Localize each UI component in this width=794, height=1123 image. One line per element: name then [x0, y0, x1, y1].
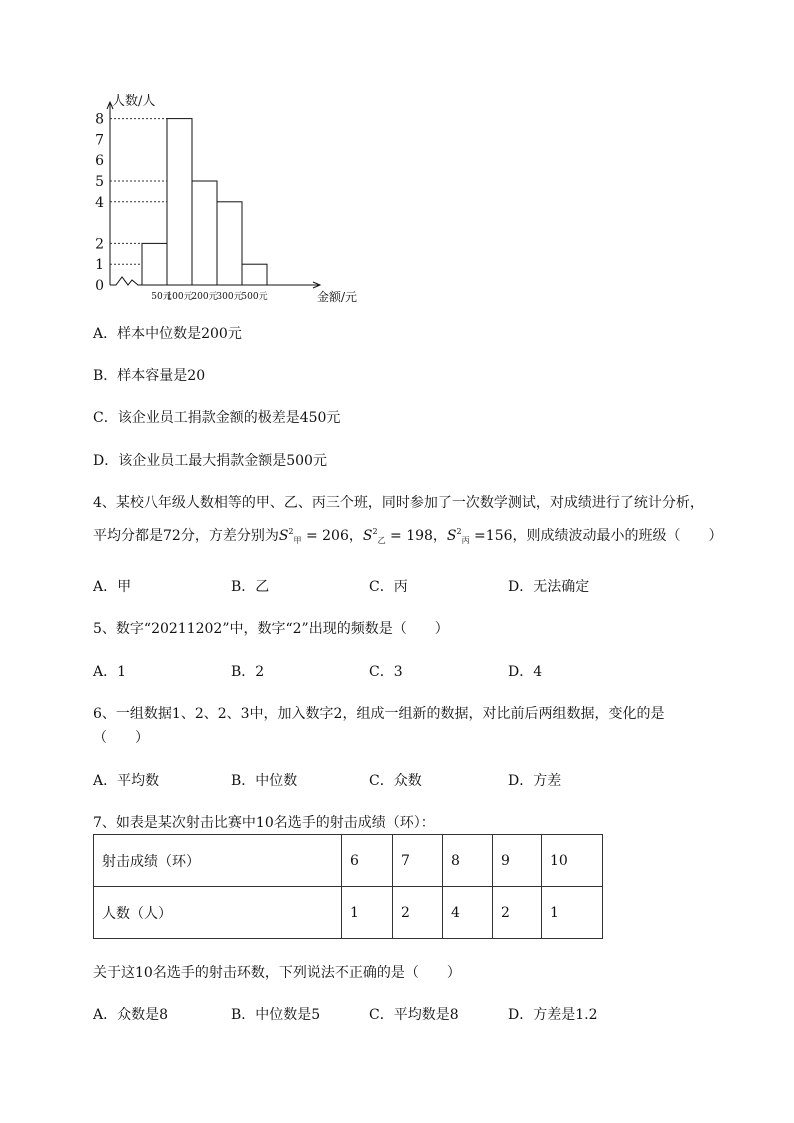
q7-option-b: B．中位数是5	[231, 1007, 321, 1023]
histogram-bar	[242, 264, 267, 285]
table-cell: 8	[443, 835, 493, 887]
variance-jia-value: = 206，	[301, 528, 363, 544]
table-cell: 9	[493, 835, 542, 887]
q7-option-c: C．平均数是8	[369, 1007, 459, 1023]
q4-option-b: B．乙	[231, 579, 270, 595]
table-cell: 2	[393, 887, 443, 939]
table-row	[94, 887, 603, 939]
q6-stem-line2: （ ）	[93, 730, 149, 746]
q7-stem: 7、如表是某次射击比赛中10名选手的射击成绩（环）：	[93, 815, 435, 831]
q4-stem-prefix: 平均分都是72分，方差分别为	[93, 528, 279, 544]
y-tick-label: 2	[95, 236, 104, 253]
q3-option-b: B．样本容量是20	[93, 368, 206, 384]
variance-symbol: S	[446, 528, 457, 544]
table-row-header: 射击成绩（环）	[94, 835, 342, 887]
q5-option-d: D．4	[508, 664, 543, 680]
chart-x-ticks	[151, 291, 267, 302]
q4-option-d: D．无法确定	[508, 579, 590, 595]
q5-option-c: C．3	[369, 664, 403, 680]
q7-option-d: D．方差是1.2	[508, 1007, 598, 1023]
q5-option-a: A．1	[93, 664, 127, 680]
y-axis-label: 人数/人	[112, 94, 156, 109]
q3-option-d: D．该企业员工最大捐款金额是500元	[93, 453, 327, 469]
q7-question: 关于这10名选手的射击环数，下列说法不正确的是（ ）	[93, 965, 461, 981]
q6-stem-line1: 6、一组数据1、2、2、3中，加入数字2，组成一组新的数据，对比前后两组数据，变化的是	[93, 706, 665, 722]
table-row	[94, 835, 603, 887]
q7-option-a: A．众数是8	[93, 1007, 169, 1023]
histogram-bar	[142, 243, 167, 285]
y-tick-label: 1	[95, 257, 104, 274]
x-tick-label: 500元	[241, 292, 268, 302]
y-tick-label: 0	[95, 278, 104, 294]
x-axis-label: 金额/元	[317, 290, 358, 304]
q5-stem: 5、数字“20211202”中，数字“2”出现的频数是（ ）	[93, 621, 449, 637]
variance-symbol: S	[362, 528, 373, 544]
histogram-chart	[88, 90, 378, 310]
q4-option-a: A．甲	[93, 579, 132, 595]
x-tick-label: 300元	[216, 292, 243, 302]
histogram-bar	[217, 202, 242, 285]
histogram-bar	[167, 119, 192, 285]
y-tick-label: 8	[95, 111, 104, 128]
variance-bing-value: =156，则成绩波动最小的班级（ ）	[469, 528, 723, 544]
variance-symbol: S	[278, 528, 289, 544]
variance-yi-value: = 198，	[385, 528, 447, 544]
variance-exponent: 2	[288, 527, 294, 536]
q6-option-a: A．平均数	[93, 773, 160, 789]
table-cell: 6	[342, 835, 393, 887]
y-tick-label: 5	[95, 174, 104, 190]
table-row-header: 人数（人）	[94, 887, 342, 939]
histogram-bar	[192, 181, 217, 285]
y-tick-label: 7	[95, 132, 104, 149]
variance-jia-subscript: 甲	[293, 536, 302, 545]
table-cell: 4	[443, 887, 493, 939]
variance-exponent: 2	[456, 527, 462, 536]
y-tick-label: 6	[95, 153, 104, 170]
q3-option-a: A．样本中位数是200元	[93, 326, 242, 342]
chart-y-ticks	[95, 112, 104, 294]
table-cell: 10	[542, 835, 603, 887]
chart-bars	[142, 119, 267, 285]
x-tick-label: 100元	[166, 292, 193, 302]
q5-option-b: B．2	[231, 664, 265, 680]
variance-bing-subscript: 丙	[461, 536, 470, 545]
variance-exponent: 2	[372, 527, 378, 536]
q6-option-d: D．方差	[508, 773, 562, 789]
y-tick-label: 4	[95, 194, 104, 211]
x-tick-label: 50元	[151, 292, 172, 302]
q4-stem-line2	[93, 525, 723, 546]
q3-option-c: C．该企业员工捐款金额的极差是450元	[93, 410, 341, 426]
table-cell: 1	[542, 887, 603, 939]
q6-option-b: B．中位数	[231, 773, 298, 789]
score-table	[93, 834, 603, 939]
x-tick-label: 200元	[191, 292, 218, 302]
q6-option-c: C．众数	[369, 773, 422, 789]
table-cell: 2	[493, 887, 542, 939]
q4-option-c: C．丙	[369, 579, 408, 595]
variance-yi-subscript: 乙	[377, 536, 386, 545]
table-cell: 7	[393, 835, 443, 887]
q4-stem-line1: 4、某校八年级人数相等的甲、乙、丙三个班，同时参加了一次数学测试，对成绩进行了统计分析，	[93, 495, 704, 511]
table-cell: 1	[342, 887, 393, 939]
